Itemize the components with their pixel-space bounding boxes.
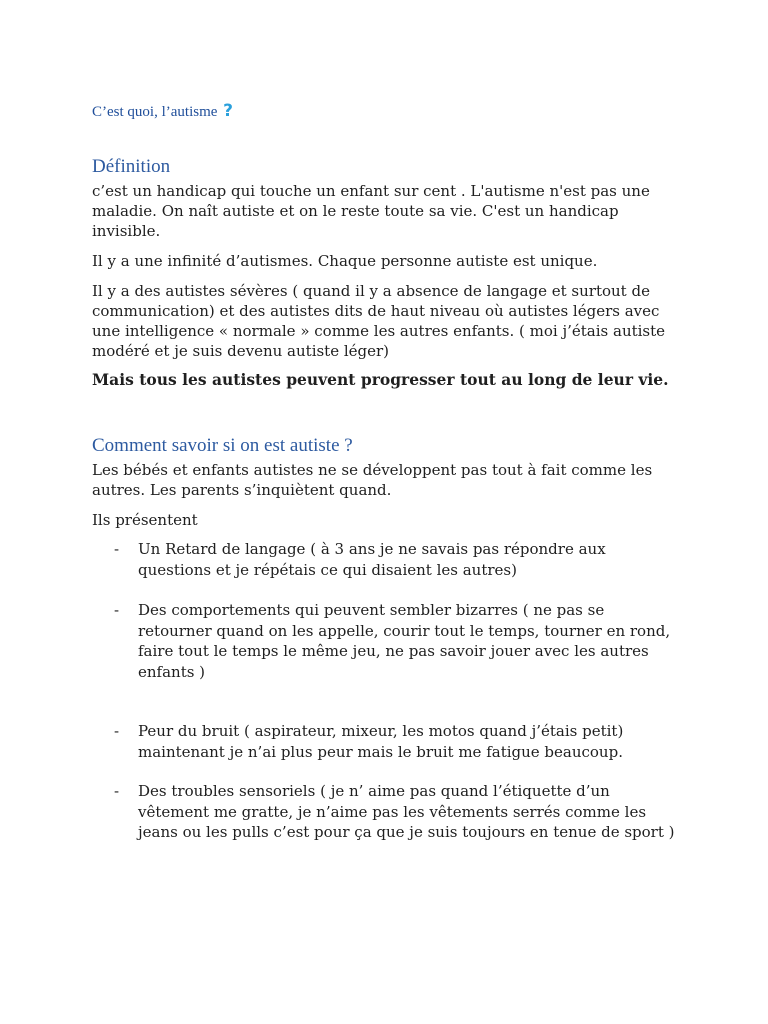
list-item bbox=[114, 600, 682, 682]
list-item-text: Peur du bruit ( aspirateur, mixeur, les motos quand j’étais petit) maintenant je n’ai plus peur mais le bruit me fatigue beaucoup. bbox=[138, 722, 624, 761]
section-heading-diagnosis: Comment savoir si on est autiste ? bbox=[92, 435, 353, 456]
list-item bbox=[114, 721, 682, 762]
list-item bbox=[114, 539, 682, 580]
document-title bbox=[92, 101, 233, 121]
list-item-text: Des comportements qui peuvent sembler bizarres ( ne pas se retourner quand on les appelle, courir tout le temps, tourner en rond, faire tout le temps le même jeu, ne pas savoir jouer avec les autres enfants ) bbox=[138, 601, 671, 681]
definition-paragraph: c’est un handicap qui touche un enfant sur cent . L'autisme n'est pas une maladie. On naît autiste et on le reste toute sa vie. C'est un handicap invisible. bbox=[92, 182, 650, 240]
question-mark-icon: ? bbox=[223, 101, 234, 121]
list-item-text: Un Retard de langage ( à 3 ans je ne savais pas répondre aux questions et je répétais ce qui disaient les autres) bbox=[138, 540, 606, 579]
list-bullet: - bbox=[114, 722, 120, 740]
list-item bbox=[114, 781, 682, 843]
document-title-text: C’est quoi, l’autisme bbox=[92, 104, 218, 120]
list-item-text: Des troubles sensoriels ( je n’ aime pas quand l’étiquette d’un vêtement me gratte, je n’aime pas les vêtements serrés comme les jeans ou les pulls c’est pour ça que je suis toujours en tenue de sport ) bbox=[138, 782, 675, 841]
list-bullet: - bbox=[114, 601, 120, 619]
progress-statement: Mais tous les autistes peuvent progresser tout au long de leur vie. bbox=[92, 370, 669, 389]
severity-paragraph: Il y a des autistes sévères ( quand il y a absence de langage et surtout de communication) et des autistes dits de haut niveau où autistes légers avec une intelligence « normale » comme les autres enfants. ( moi j’étais autiste modéré et je suis devenu autiste léger) bbox=[92, 282, 666, 360]
development-paragraph: Les bébés et enfants autistes ne se développent pas tout à fait comme les autres. Les parents s’inquiètent quand. bbox=[92, 461, 653, 499]
list-bullet: - bbox=[114, 782, 120, 800]
list-bullet: - bbox=[114, 540, 120, 558]
infinity-paragraph: Il y a une infinité d’autismes. Chaque personne autiste est unique. bbox=[92, 252, 598, 270]
section-heading-definition: Définition bbox=[92, 156, 171, 177]
symptoms-intro: Ils présentent bbox=[92, 511, 198, 529]
